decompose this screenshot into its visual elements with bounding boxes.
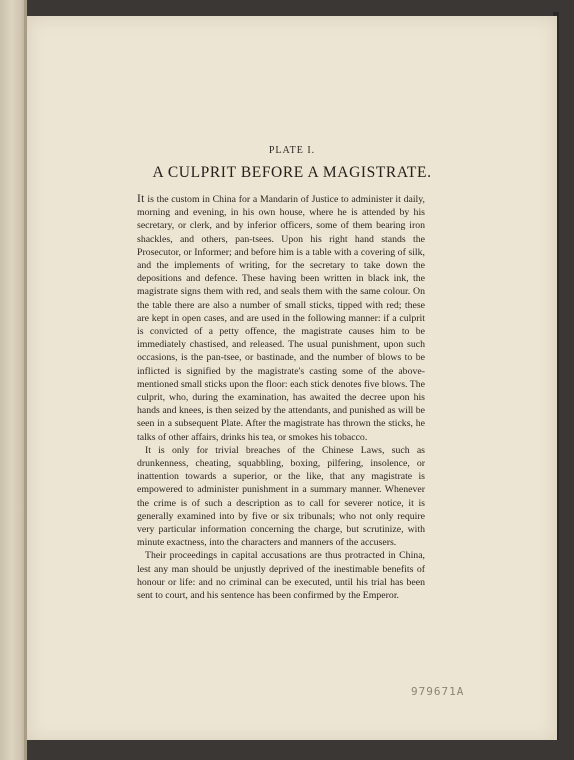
catalog-stamp: 979671A bbox=[411, 685, 465, 698]
paragraph-1-text: is the custom in China for a Mandarin of Justice to administer it daily, morning and evening, in his own house, where he is attended by his secretary, or clerk, and by inferior officers, some of them bearing iron shackles, and others, pan-tsees. Upon his right hand stands the Prosecutor, or Informer; and before him is a table with a covering of silk, and the implements of writing, for the secretary to take down the depositions and defence. These having been written in black ink, the magistrate signs them with red, and seals them with the same colour. On the table there are also a number of small sticks, tipped with red; these are kept in open cases, and are used in the following manner: if a culprit is convicted of a petty offence, the magistrate causes him to be immediately chastised, and released. The usual punishment, upon such occasions, is the pan-tsee, or bastinade, and the number of blows to be inflicted is signified by the magistrate's casting some of the above-mentioned small sticks upon the floor: each stick denotes five blows. The culprit, who, during the examination, has awaited the decree upon his hands and knees, is then seized by the attendants, and punished as will be seen in a subsequent Plate. After the magistrate has thrown the sticks, he talks of other affairs, drinks his tea, or smokes his tobacco. bbox=[137, 194, 425, 443]
plate-label: PLATE I. bbox=[268, 145, 316, 156]
body-text bbox=[137, 193, 425, 602]
page-bottom-shadow bbox=[27, 740, 559, 760]
book-binding bbox=[0, 0, 26, 760]
plate-title: A CULPRIT BEFORE A MAGISTRATE. bbox=[152, 164, 432, 181]
first-word: It bbox=[137, 193, 145, 205]
paragraph-2: It is only for trivial breaches of the Chinese Laws, such as drunkenness, cheating, squabbling, boxing, pilfering, insolence, or inattention towards a superior, or the like, that any magistrate is empowered to administer punishment in a summary manner. Whenever the crime is of such a description as to call for severer notice, it is generally examined into by five or six tribunals; who not only require very particular information concerning the charge, but scrutinize, with minute exactness, into the characters and manners of the accusers. bbox=[137, 444, 425, 549]
paragraph-1 bbox=[137, 193, 425, 444]
paragraph-3: Their proceedings in capital accusations are thus protracted in China, lest any man should be unjustly deprived of the inestimable benefits of honour or life: and no criminal can be executed, until his trial has been sent to court, and his sentence has been confirmed by the Emperor. bbox=[137, 550, 425, 602]
book-page bbox=[27, 16, 557, 742]
